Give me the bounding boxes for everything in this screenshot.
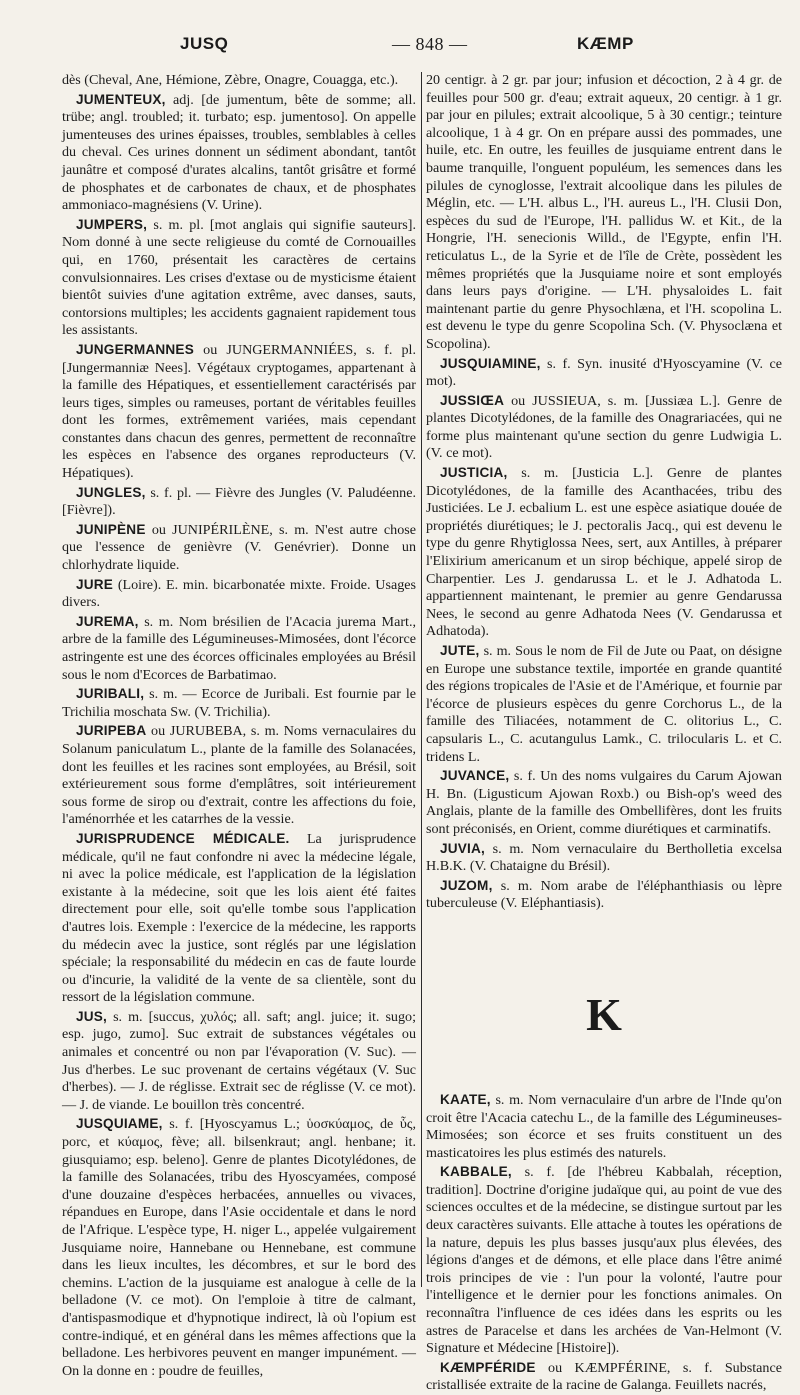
dictionary-entry [62, 830, 416, 1007]
entry-headword: KÆMPFÉRIDE [440, 1359, 536, 1375]
dictionary-entry [62, 216, 416, 340]
dictionary-entry [426, 1091, 782, 1162]
entry-text: ou JUNIPÉRILÈNE, s. m. N'est autre chose que l'essence de genièvre (V. Genévrier). Donne un chlorhydrate liquide. [62, 521, 416, 574]
entry-text: s. m. Sous le nom de Fil de Jute ou Paat, on désigne en Europe une substance textile, importée en grande quantité des régions tropicales de l'Asie et de l'Amérique, et fournie par l'écorce de plusieurs espèces du genre Corchorus L., de la famille des Tiliacées, notamment de C. olitorius L., C. capsularis L., C. acutangulus Lamk., C. trilocularis L. et C. tridens L. [426, 643, 782, 765]
dictionary-entry [62, 576, 416, 612]
running-head-right: KÆMP [577, 34, 634, 53]
entry-text: s. m. Nom arabe de l'éléphanthiasis ou lèpre tuberculeuse (V. Eléphantiasis). [426, 877, 782, 912]
entry-text: ou JUNGERMANNIÉES, s. f. pl. [Jungermanniæ Nees]. Végétaux cryptogames, appartenant à la famille des Hépatiques, et essentiellement caractérisés par leurs tiges, simples ou rameuses, portant de véritables feuilles dont les formes, extrêmement variées, mais cependant constantes dans chacun des genres, permettent de reconnaître les espèces en l'absence des organes reproducteurs (V. Hépatiques). [62, 341, 416, 482]
entry-text: s. m. — Ecorce de Juribali. Est fournie par le Trichilia moschata Sw. (V. Trichilia). [62, 686, 416, 720]
entry-headword: JURIBALI, [76, 686, 145, 702]
column-divider [421, 72, 422, 1287]
dictionary-entry [62, 722, 416, 829]
entry-headword: JUREMA, [76, 613, 139, 629]
entry-text: (Loire). E. min. bicarbonatée mixte. Froide. Usages divers. [62, 576, 416, 611]
entry-text: s. f. [de l'hébreu Kabbalah, réception, tradition]. Doctrine d'origine judaïque qui, au point de vue des sciences occultes et de la médecine, se distingue surtout par les deux caractères suivants. Elle attache à toutes les opérations de la nature, depuis les plus basses jusqu'aux plus élevées, des légions d'anges et de démons, et elle place dans l'être animé trois principes de vie : l'un pour la volonté, l'autre pour l'intelligence et le dernier pour les fonctions animales. On reconnaîtra l'influence de ces idées dans les esprits ou les astres de Paracelse et dans les archées de Van-Helmont (V. Signature et Médecine [Histoire]). [426, 1164, 782, 1357]
entry-text: s. m. pl. [mot anglais qui signifie sauteurs]. Nom donné à une secte religieuse du comté de Cornouailles qui, en 1760, présentait les caractères de certains convulsionnaires. Les crises d'extase ou de mysticisme étaient bientôt suivies d'une agitation extrême, avec danses, sauts, contorsions multiples; les accidents gagnaient rapidement tous les assistants. [62, 216, 416, 339]
running-head-left: JUSQ [180, 34, 229, 53]
running-head [62, 34, 752, 58]
entry-text: dès (Cheval, Ane, Hémione, Zèbre, Onagre, Couagga, etc.). [62, 72, 399, 88]
entry-text: s. f. pl. — Fièvre des Jungles (V. Paludéenne. [Fièvre]). [62, 484, 416, 519]
dictionary-entry [426, 840, 782, 876]
section-letter-heading: K [586, 988, 622, 1040]
dictionary-entry [62, 1115, 416, 1380]
dictionary-entry [426, 392, 782, 463]
entry-text: s. m. [succus, χυλός; all. saft; angl. juice; it. sugo; esp. jugo, zumo]. Suc extrait de substances végétales ou animales et concentré ou non par l'évaporation (V. Suc). — Jus d'herbes. Le suc provenant de certains végétaux (V. Suc d'herbes). — J. de réglisse. Extrait sec de réglisse (V. ce mot). — J. de viande. Le bouillon très concentré. [62, 1008, 416, 1113]
entry-headword: JUMPERS, [76, 216, 148, 232]
entry-headword: JUSTICIA, [440, 465, 508, 481]
entry-text: s. f. Syn. inusité d'Hyoscyamine (V. ce mot). [426, 355, 783, 390]
dictionary-entry [426, 767, 782, 838]
dictionary-entry [426, 464, 782, 641]
entry-headword: JUNGERMANNES [76, 341, 194, 357]
dictionary-entry [62, 341, 416, 483]
dictionary-entry [426, 1163, 782, 1358]
entry-headword: JUSSIŒA [440, 392, 505, 408]
entry-text: ou KÆMPFÉRINE, s. f. Substance cristallisée extraite de la racine de Galanga. Feuillets nacrés, [426, 1359, 782, 1394]
entry-text: s. f. Un des noms vulgaires du Carum Ajowan H. Bn. (Ligusticum Ajowan Roxb.) ou Bish-op's weed des Anglais, plante de la famille des Ombellifères, dont les fruits sont préconisés, en Orient, comme diurétiques et carminatifs. [426, 768, 782, 837]
right-column [426, 72, 783, 1394]
entry-headword: JUVIA, [440, 840, 486, 856]
entry-headword: JURISPRUDENCE MÉDICALE. [76, 830, 290, 846]
entry-headword: JUZOM, [440, 877, 493, 893]
entry-text: s. m. Nom vernaculaire du Bertholletia excelsa H.B.K. (V. Chataigne du Brésil). [426, 840, 782, 875]
entry-headword: JUNGLES, [76, 484, 146, 500]
entry-text: 20 centigr. à 2 gr. par jour; infusion et décoction, 2 à 4 gr. de feuilles pour 500 gr. d'eau; extrait aqueux, 20 centigr. à 1 gr. par jour en pilules; extrait alcoolique, 5 à 30 centigr.; teinture alcoolique, 1 à 4 gr. On en prépare aussi des pommades, une huile, etc. En outre, les feuilles de jusquiame entrent dans le baume tranquille, l'onguent populéum, les semences dans les pilules de cynoglosse, l'extrait alcoolique dans les pilules de Méglin, etc. — L'H. albus L., l'H. aureus L., l'H. Clusii Don, espèces du sud de l'Europe, l'H. pallidus W. et Kit., de la Hongrie, l'H. senecionis Willd., de l'Egypte, enfin l'H. reticulatus L., de la Syrie et de l'île de Crète, possèdent les mêmes propriétés que la Jusquiame noire et sont employés dans leurs pays d'origine. — L'H. physaloides L. fait maintenant partie du genre Physochlæna, et l'H. scopolina L. est devenu le type du genre Scopolina Sch. (V. Physoclæna et Scopolina). [426, 72, 782, 352]
entry-continuation [426, 72, 782, 354]
entry-headword: JUSQUIAMINE, [440, 355, 541, 371]
entry-text: ou JURUBEBA, s. m. Noms vernaculaires du Solanum paniculatum L., plante de la famille des Solanacées, dont les feuilles et les racines sont employées, au Brésil, soit extérieurement sous forme d'emplâtres, soit intérieurement sous forme de sirop ou d'extrait, contre les affections du foie, l'aménorrhée et les catarrhes de la vessie. [62, 723, 417, 828]
dictionary-entry [426, 1359, 782, 1395]
entry-headword: JURE [76, 576, 114, 592]
entry-text: s. f. [Hyoscyamus L.; ὑοσκύαμος, de ὗς, porc, et κύαμος, fève; all. bilsenkraut; angl. henbane; it. giusquiamo; esp. beleno]. Genre de plantes Dicotylédones, de la famille des Solanacées, tribu des Hyoscyamées, composé d'une douzaine d'espèces herbacées, annuelles ou vivaces, répandues en Europe, dans l'Asie occidentale et dans le nord de l'Afrique. L'espèce type, H. niger L., appelée vulgairement Jusquiame noire, Hannebane ou Hennebane, est commune dans les lieux incultes, les décombres, et sur le bord des chemins. L'action de la jusquiame est analogue à celle de la belladone (V. ce mot). On l'emploie à titre de calmant, d'antispasmodique et d'hypnotique indirect, là où l'opium est contre-indiqué, et en général dans les mêmes affections que la belladone. Les herbivores peuvent en manger impunément. — On la donne en : poudre de feuilles, [62, 1116, 416, 1379]
dictionary-entry [62, 613, 416, 684]
entry-continuation [62, 72, 416, 90]
left-column [62, 72, 417, 1379]
dictionary-entry [426, 355, 782, 391]
entry-headword: JUS, [76, 1008, 108, 1024]
dictionary-entry [62, 1008, 416, 1115]
dictionary-entry [62, 91, 416, 215]
dictionary-entry [62, 521, 416, 575]
page-number: — 848 — [392, 34, 468, 54]
entry-text: s. m. Nom vernaculaire d'un arbre de l'Inde qu'on croit être l'Acacia catechu L., de la famille des Légumineuses-Mimosées; son écorce et ses fruits constituent un des masticatoires les plus estimés des naturels. [426, 1091, 782, 1161]
entry-headword: KABBALE, [440, 1164, 512, 1180]
entry-headword: JURIPEBA [76, 723, 147, 739]
entry-headword: JUNIPÈNE [76, 521, 146, 537]
dictionary-entry [426, 642, 782, 766]
dictionary-entry [426, 877, 782, 913]
entry-headword: JUMENTEUX, [76, 91, 166, 107]
entry-headword: KAATE, [440, 1091, 491, 1107]
entry-headword: JUVANCE, [440, 768, 510, 784]
entry-text: La jurisprudence médicale, qu'il ne faut confondre ni avec la médecine légale, ni avec la police médicale, est l'application de la législation existante à la médecine, soit que les lois aient été faites directement pour elle, soit qu'elle tombe sous l'application d'autres lois. Exemple : l'exercice de la médecine, les rapports du médecin avec la justice, sont réglés par une législation spéciale; la responsabilité du médecin en cas de faute lourde ou d'incurie, la validité de la vente de sa clientèle, sont du ressort de la législation commune. [62, 830, 416, 1006]
entry-text: ou JUSSIEUA, s. m. [Jussiæa L.]. Genre de plantes Dicotylédones, de la famille des Onagrariacées, qui ne forme plus maintenant qu'une section du genre Ludwigia L. (V. ce mot). [426, 392, 782, 462]
entry-text: adj. [de jumentum, bête de somme; all. trübe; angl. troubled; it. turbato; esp. jumentoso]. On appelle jumenteuses des urines épaisses, troubles, semblables à celles du cheval. Ces urines donnent un sédiment abondant, tantôt jaunâtre et composé d'urates alcalins, tantôt grisâtre et formé de phosphates et de carbonates de chaux, et de phosphates ammoniaco-magnésiens (V. Urine). [62, 91, 416, 214]
entry-text: s. m. Nom brésilien de l'Acacia jurema Mart., arbre de la famille des Légumineuses-Mimosées, dont l'écorce astringente est une des écorces officinales employées au Brésil sous le nom d'Ecorces de Barbatimao. [62, 613, 416, 683]
entry-headword: JUSQUIAME, [76, 1116, 163, 1132]
dictionary-entry [62, 685, 416, 721]
dictionary-entry [62, 484, 416, 520]
entry-headword: JUTE, [440, 643, 480, 658]
entry-text: s. m. [Justicia L.]. Genre de plantes Dicotylédones, de la famille des Acanthacées, tribu des Justiciées. Le J. ecbalium L. est une espèce asiatique douée de propriétés diurétiques; le J. pectoralis Jacq., qui est devenu le type du genre Rhytiglossa Nees, sert, aux Antilles, à préparer l'Elixirium americanum et un sirop béchique, appelé sirop de Charpentier. Les J. gendarussa L. et le J. Adhatoda L. appartiennent maintenant, le premier au genre Gendarussa Nees, le second au genre Adhatoda Nees (V. Gendarussa et Adhatoda). [426, 465, 782, 640]
